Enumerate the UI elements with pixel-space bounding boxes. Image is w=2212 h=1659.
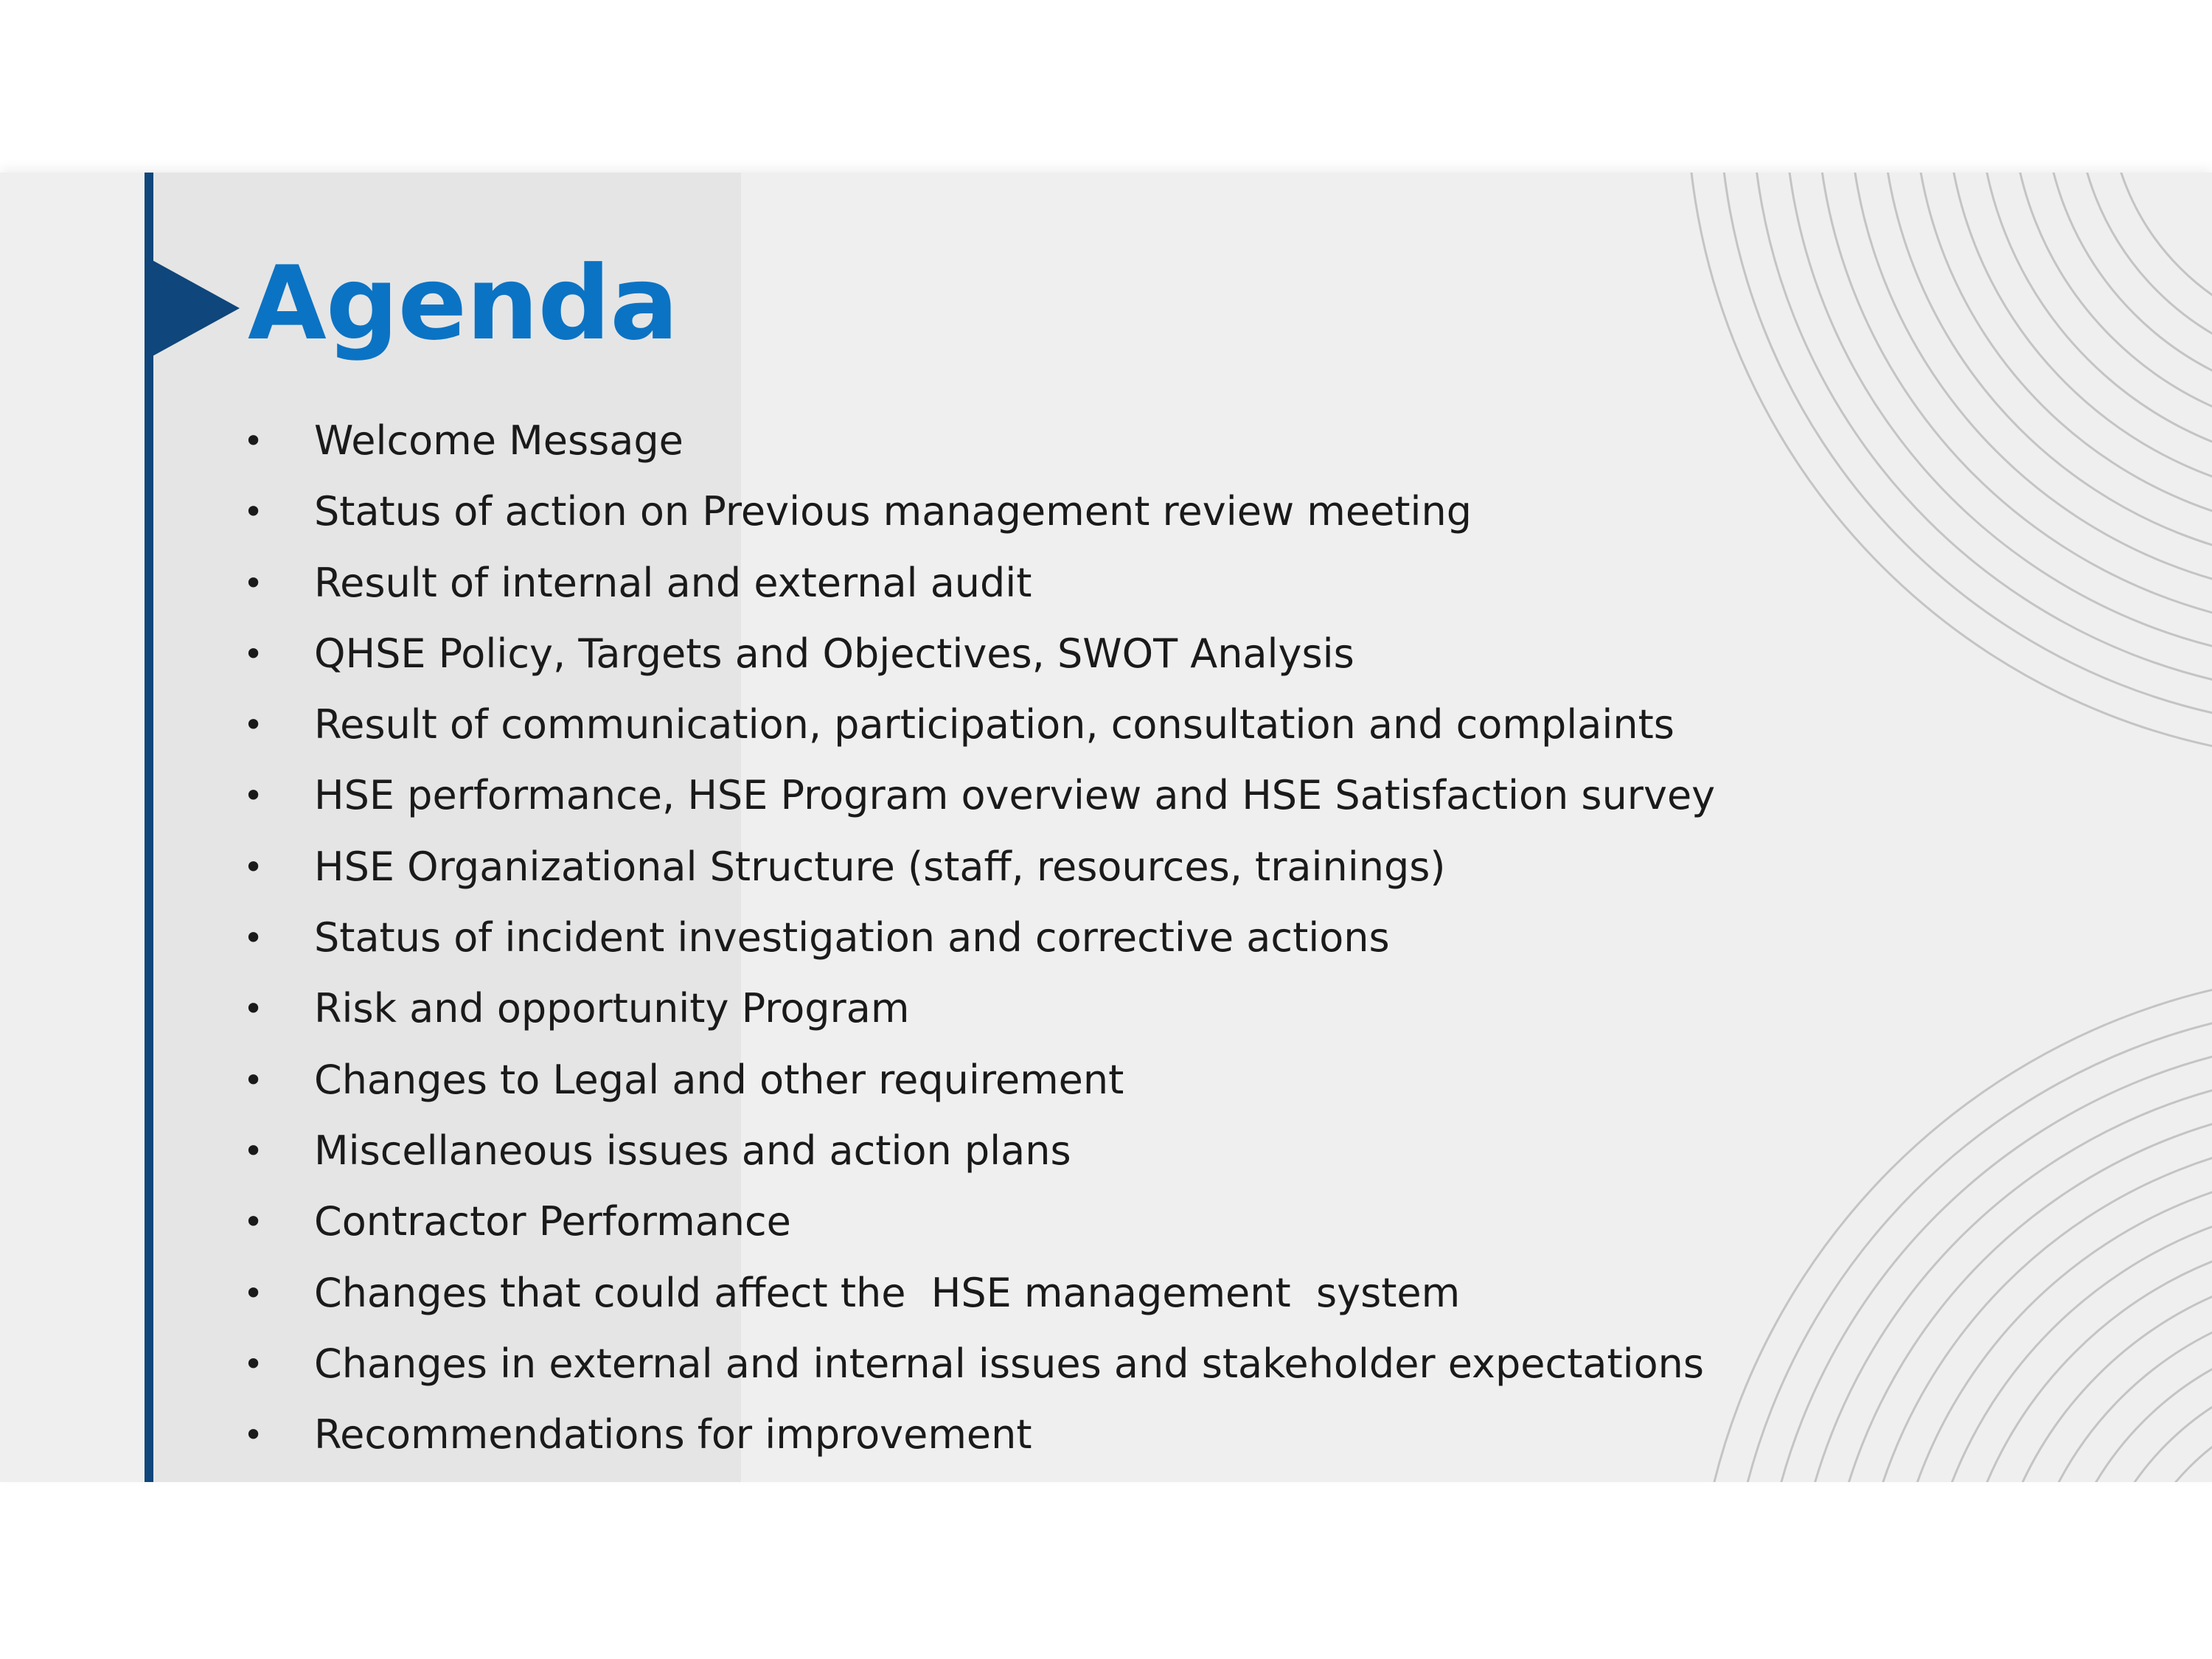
agenda-item-text: Changes to Legal and other requirement [314,1056,1124,1103]
agenda-item [243,697,1715,768]
bullet-icon: • [243,776,264,816]
agenda-item-text: Result of internal and external audit [314,559,1032,606]
agenda-item-text: Changes in external and internal issues and stakeholder expectations [314,1340,1705,1387]
agenda-item [243,981,1715,1051]
agenda-list [243,413,1715,1478]
agenda-item [243,839,1715,910]
agenda-item [243,1265,1715,1336]
agenda-item [243,1123,1715,1194]
bullet-icon: • [243,918,264,959]
agenda-item-text: Contractor Performance [314,1198,791,1245]
agenda-item [243,1052,1715,1123]
agenda-item-text: Changes that could affect the HSE management system [314,1269,1461,1316]
bullet-icon: • [243,705,264,745]
agenda-item-text: Status of action on Previous management review meeting [314,488,1472,535]
bullet-icon: • [243,1202,264,1242]
bullet-icon: • [243,846,264,887]
bullet-icon: • [243,1415,264,1455]
bullet-icon: • [243,633,264,674]
agenda-item [243,1336,1715,1407]
agenda-item [243,555,1715,626]
agenda-item [243,910,1715,981]
accent-line [145,173,153,1482]
bullet-icon: • [243,1130,264,1171]
agenda-item [243,1194,1715,1265]
bullet-icon: • [243,1343,264,1384]
agenda-item-text: Result of communication, participation, consultation and complaints [314,701,1674,748]
agenda-item-text: Status of incident investigation and corrective actions [314,914,1390,961]
agenda-item-text: HSE Organizational Structure (staff, resources, trainings) [314,843,1446,890]
agenda-item-text: QHSE Policy, Targets and Objectives, SWOT Analysis [314,630,1354,677]
agenda-item-text: Risk and opportunity Program [314,985,910,1032]
agenda-item-text: Recommendations for improvement [314,1411,1032,1458]
bullet-icon: • [243,1060,264,1100]
agenda-item [243,484,1715,554]
agenda-item-text: Miscellaneous issues and action plans [314,1127,1071,1174]
agenda-item-text: HSE performance, HSE Program overview and HSE Satisfaction survey [314,772,1716,819]
page-title: Agenda [248,244,678,363]
bullet-icon: • [243,989,264,1029]
bullet-icon: • [243,492,264,532]
bullet-icon: • [243,563,264,603]
agenda-item-text: Welcome Message [314,417,684,464]
agenda-item [243,626,1715,697]
agenda-item [243,768,1715,838]
agenda-item [243,1407,1715,1478]
bullet-icon: • [243,421,264,461]
bullet-icon: • [243,1273,264,1313]
agenda-item [243,413,1715,484]
arrow-marker-icon [151,260,240,357]
